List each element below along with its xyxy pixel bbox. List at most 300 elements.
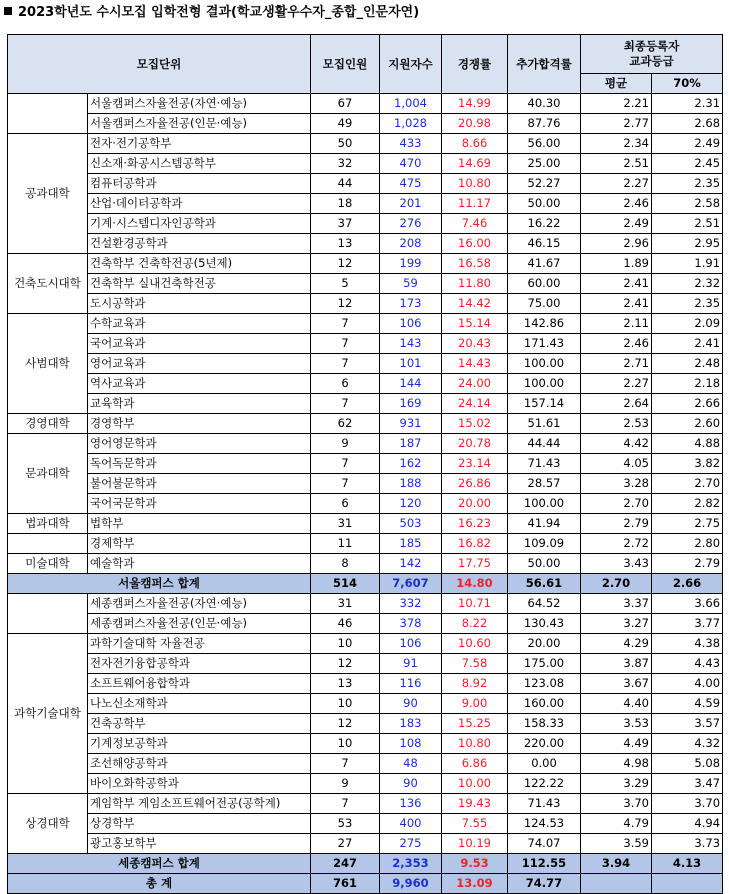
grade-avg-cell: 2.71 — [581, 354, 652, 374]
quota-cell: 7 — [311, 454, 380, 474]
additional-cell: 160.00 — [508, 694, 581, 714]
applicants-cell: 173 — [380, 294, 442, 314]
applicants-cell: 48 — [380, 754, 442, 774]
total-additional: 112.55 — [508, 854, 581, 874]
applicants-cell: 108 — [380, 734, 442, 754]
grade-70-cell: 2.18 — [652, 374, 723, 394]
total-applicants: 7,607 — [380, 574, 442, 594]
ratio-cell: 14.69 — [442, 154, 508, 174]
grade-70-cell: 4.88 — [652, 434, 723, 454]
ratio-cell: 15.02 — [442, 414, 508, 434]
grade-avg-cell: 2.79 — [581, 514, 652, 534]
grade-70-cell: 2.32 — [652, 274, 723, 294]
quota-cell: 7 — [311, 314, 380, 334]
grade-avg-cell: 2.77 — [581, 114, 652, 134]
college-cell: 상경대학 — [8, 794, 88, 854]
ratio-cell: 23.14 — [442, 454, 508, 474]
total-grade-70: 2.66 — [652, 574, 723, 594]
ratio-cell: 9.00 — [442, 694, 508, 714]
grade-70-cell: 2.75 — [652, 514, 723, 534]
grade-70-cell: 2.66 — [652, 394, 723, 414]
major-cell: 교육학과 — [88, 394, 311, 414]
grade-avg-cell: 2.27 — [581, 374, 652, 394]
grade-70-cell: 3.73 — [652, 834, 723, 854]
major-cell: 건축학부 실내건축학전공 — [88, 274, 311, 294]
grade-avg-cell: 2.46 — [581, 194, 652, 214]
major-cell: 수학교육과 — [88, 314, 311, 334]
grade-avg-cell: 2.96 — [581, 234, 652, 254]
applicants-cell: 91 — [380, 654, 442, 674]
header-grade-70: 70% — [652, 74, 723, 94]
quota-cell: 7 — [311, 334, 380, 354]
ratio-cell: 15.14 — [442, 314, 508, 334]
additional-cell: 130.43 — [508, 614, 581, 634]
header-additional: 추가합격률 — [508, 35, 581, 94]
header-quota: 모집인원 — [311, 35, 380, 94]
major-cell: 컴퓨터공학과 — [88, 174, 311, 194]
major-cell: 게임학부 게임소프트웨어전공(공학계) — [88, 794, 311, 814]
grade-avg-cell: 3.67 — [581, 674, 652, 694]
header-applicants: 지원자수 — [380, 35, 442, 94]
quota-cell: 67 — [311, 94, 380, 114]
table-row — [8, 114, 723, 134]
quota-cell: 27 — [311, 834, 380, 854]
college-cell: 사범대학 — [8, 314, 88, 414]
table-row — [8, 634, 723, 654]
major-cell: 나노신소재학과 — [88, 694, 311, 714]
ratio-cell: 7.55 — [442, 814, 508, 834]
ratio-cell: 15.25 — [442, 714, 508, 734]
grade-70-cell: 2.60 — [652, 414, 723, 434]
additional-cell: 46.15 — [508, 234, 581, 254]
table-row — [8, 654, 723, 674]
quota-cell: 18 — [311, 194, 380, 214]
applicants-cell: 143 — [380, 334, 442, 354]
major-cell: 신소재·화공시스템공학부 — [88, 154, 311, 174]
applicants-cell: 120 — [380, 494, 442, 514]
quota-cell: 31 — [311, 594, 380, 614]
table-row — [8, 694, 723, 714]
additional-cell: 124.53 — [508, 814, 581, 834]
grade-avg-cell: 1.89 — [581, 254, 652, 274]
major-cell: 경영학부 — [88, 414, 311, 434]
table-row — [8, 354, 723, 374]
total-quota: 761 — [311, 874, 380, 894]
table-row — [8, 214, 723, 234]
grade-avg-cell: 4.05 — [581, 454, 652, 474]
total-grade-70: 4.13 — [652, 854, 723, 874]
table-row — [8, 334, 723, 354]
grade-avg-cell: 4.79 — [581, 814, 652, 834]
quota-cell: 10 — [311, 734, 380, 754]
ratio-cell: 7.46 — [442, 214, 508, 234]
additional-cell: 56.00 — [508, 134, 581, 154]
ratio-cell: 6.86 — [442, 754, 508, 774]
grade-70-cell: 2.58 — [652, 194, 723, 214]
quota-cell: 5 — [311, 274, 380, 294]
table-row — [8, 134, 723, 154]
total-quota: 247 — [311, 854, 380, 874]
ratio-cell: 17.75 — [442, 554, 508, 574]
table-row — [8, 714, 723, 734]
additional-cell: 60.00 — [508, 274, 581, 294]
major-cell: 법학부 — [88, 514, 311, 534]
header-ratio: 경쟁률 — [442, 35, 508, 94]
grade-70-cell: 1.91 — [652, 254, 723, 274]
table-row — [8, 254, 723, 274]
additional-cell: 20.00 — [508, 634, 581, 654]
table-row — [8, 294, 723, 314]
major-cell: 소프트웨어융합학과 — [88, 674, 311, 694]
major-cell: 전자·전기공학부 — [88, 134, 311, 154]
table-row — [8, 834, 723, 854]
major-cell: 광고홍보학부 — [88, 834, 311, 854]
table-row — [8, 474, 723, 494]
grade-avg-cell: 2.64 — [581, 394, 652, 414]
table-row — [8, 734, 723, 754]
grade-avg-cell: 2.49 — [581, 214, 652, 234]
table-row — [8, 174, 723, 194]
page-title — [4, 2, 419, 24]
grade-avg-cell: 2.11 — [581, 314, 652, 334]
applicants-cell: 1,028 — [380, 114, 442, 134]
major-cell: 바이오화학공학과 — [88, 774, 311, 794]
ratio-cell: 10.00 — [442, 774, 508, 794]
major-cell: 국어교육과 — [88, 334, 311, 354]
quota-cell: 31 — [311, 514, 380, 534]
grade-70-cell: 3.66 — [652, 594, 723, 614]
table-row — [8, 774, 723, 794]
grade-avg-cell: 2.46 — [581, 334, 652, 354]
applicants-cell: 106 — [380, 314, 442, 334]
quota-cell: 62 — [311, 414, 380, 434]
grade-avg-cell: 3.87 — [581, 654, 652, 674]
additional-cell: 41.67 — [508, 254, 581, 274]
additional-cell: 44.44 — [508, 434, 581, 454]
quota-cell: 10 — [311, 694, 380, 714]
table-row — [8, 234, 723, 254]
quota-cell: 9 — [311, 434, 380, 454]
grade-avg-cell: 4.42 — [581, 434, 652, 454]
college-cell: 공과대학 — [8, 134, 88, 254]
total-additional: 74.77 — [508, 874, 581, 894]
college-cell — [8, 594, 88, 634]
quota-cell: 7 — [311, 754, 380, 774]
grade-avg-cell: 2.41 — [581, 274, 652, 294]
applicants-cell: 136 — [380, 794, 442, 814]
applicants-cell: 208 — [380, 234, 442, 254]
grade-avg-cell: 4.49 — [581, 734, 652, 754]
grade-70-cell: 2.48 — [652, 354, 723, 374]
ratio-cell: 19.43 — [442, 794, 508, 814]
ratio-cell: 26.86 — [442, 474, 508, 494]
applicants-cell: 201 — [380, 194, 442, 214]
grade-avg-cell: 3.70 — [581, 794, 652, 814]
quota-cell: 6 — [311, 374, 380, 394]
bullet-square-icon — [4, 7, 12, 15]
total-label: 총 계 — [8, 874, 311, 894]
applicants-cell: 503 — [380, 514, 442, 534]
quota-cell: 8 — [311, 554, 380, 574]
applicants-cell: 101 — [380, 354, 442, 374]
table-row — [8, 814, 723, 834]
additional-cell: 16.22 — [508, 214, 581, 234]
college-cell: 건축도시대학 — [8, 254, 88, 314]
grade-70-cell: 2.35 — [652, 174, 723, 194]
major-cell: 도시공학과 — [88, 294, 311, 314]
table-row — [8, 94, 723, 114]
additional-cell: 51.61 — [508, 414, 581, 434]
grade-avg-cell: 2.41 — [581, 294, 652, 314]
applicants-cell: 276 — [380, 214, 442, 234]
major-cell: 예술학과 — [88, 554, 311, 574]
additional-cell: 100.00 — [508, 374, 581, 394]
quota-cell: 9 — [311, 774, 380, 794]
major-cell: 조선해양공학과 — [88, 754, 311, 774]
additional-cell: 50.00 — [508, 194, 581, 214]
results-table — [7, 34, 723, 894]
major-cell: 세종캠퍼스자율전공(자연·예능) — [88, 594, 311, 614]
grade-70-cell: 2.79 — [652, 554, 723, 574]
ratio-cell: 24.00 — [442, 374, 508, 394]
total-applicants: 9,960 — [380, 874, 442, 894]
additional-cell: 157.14 — [508, 394, 581, 414]
quota-cell: 53 — [311, 814, 380, 834]
additional-cell: 71.43 — [508, 794, 581, 814]
quota-cell: 12 — [311, 254, 380, 274]
applicants-cell: 90 — [380, 694, 442, 714]
header-grade-avg: 평균 — [581, 74, 652, 94]
applicants-cell: 59 — [380, 274, 442, 294]
grade-70-cell: 2.95 — [652, 234, 723, 254]
table-row — [8, 614, 723, 634]
grade-avg-cell: 4.98 — [581, 754, 652, 774]
quota-cell: 11 — [311, 534, 380, 554]
quota-cell: 44 — [311, 174, 380, 194]
additional-cell: 175.00 — [508, 654, 581, 674]
table-row — [8, 494, 723, 514]
quota-cell: 12 — [311, 654, 380, 674]
grade-avg-cell: 4.40 — [581, 694, 652, 714]
title-text: 2023학년도 수시모집 입학전형 결과(학교생활우수자_종합_인문자연) — [18, 5, 420, 20]
table-row — [8, 454, 723, 474]
total-label: 세종캠퍼스 합계 — [8, 854, 311, 874]
college-cell: 경영대학 — [8, 414, 88, 434]
ratio-cell: 14.43 — [442, 354, 508, 374]
major-cell: 건축학부 건축학전공(5년제) — [88, 254, 311, 274]
grade-70-cell: 4.59 — [652, 694, 723, 714]
applicants-cell: 106 — [380, 634, 442, 654]
college-cell: 문과대학 — [8, 434, 88, 514]
major-cell: 기계·시스템디자인공학과 — [88, 214, 311, 234]
grade-avg-cell: 4.29 — [581, 634, 652, 654]
additional-cell: 220.00 — [508, 734, 581, 754]
quota-cell: 7 — [311, 394, 380, 414]
grade-70-cell: 3.47 — [652, 774, 723, 794]
ratio-cell: 11.17 — [442, 194, 508, 214]
ratio-cell: 10.80 — [442, 734, 508, 754]
total-grade-avg: 2.70 — [581, 574, 652, 594]
major-cell: 세종캠퍼스자율전공(인문·예능) — [88, 614, 311, 634]
ratio-cell: 14.42 — [442, 294, 508, 314]
ratio-cell: 8.92 — [442, 674, 508, 694]
applicants-cell: 332 — [380, 594, 442, 614]
grade-avg-cell: 2.27 — [581, 174, 652, 194]
quota-cell: 10 — [311, 634, 380, 654]
quota-cell: 13 — [311, 674, 380, 694]
applicants-cell: 169 — [380, 394, 442, 414]
grade-70-cell: 4.94 — [652, 814, 723, 834]
grade-70-cell: 2.35 — [652, 294, 723, 314]
header-unit: 모집단위 — [8, 35, 311, 94]
additional-cell: 0.00 — [508, 754, 581, 774]
grade-70-cell: 3.70 — [652, 794, 723, 814]
grade-70-cell: 2.41 — [652, 334, 723, 354]
header-grade-group: 최종등록자 교과등급 — [581, 35, 723, 74]
additional-cell: 50.00 — [508, 554, 581, 574]
major-cell: 상경학부 — [88, 814, 311, 834]
grade-70-cell: 2.49 — [652, 134, 723, 154]
total-applicants: 2,353 — [380, 854, 442, 874]
major-cell: 서울캠퍼스자율전공(인문·예능) — [88, 114, 311, 134]
additional-cell: 74.07 — [508, 834, 581, 854]
quota-cell: 7 — [311, 794, 380, 814]
table-row — [8, 414, 723, 434]
additional-cell: 100.00 — [508, 494, 581, 514]
grade-70-cell: 3.57 — [652, 714, 723, 734]
applicants-cell: 185 — [380, 534, 442, 554]
grade-avg-cell: 3.28 — [581, 474, 652, 494]
ratio-cell: 24.14 — [442, 394, 508, 414]
table-row — [8, 374, 723, 394]
table-row — [8, 754, 723, 774]
table-row — [8, 194, 723, 214]
grade-avg-cell: 2.51 — [581, 154, 652, 174]
total-label: 서울캠퍼스 합계 — [8, 574, 311, 594]
grade-70-cell: 2.80 — [652, 534, 723, 554]
ratio-cell: 16.58 — [442, 254, 508, 274]
additional-cell: 71.43 — [508, 454, 581, 474]
additional-cell: 171.43 — [508, 334, 581, 354]
grade-70-cell: 3.82 — [652, 454, 723, 474]
major-cell: 독어독문학과 — [88, 454, 311, 474]
additional-cell: 123.08 — [508, 674, 581, 694]
quota-cell: 13 — [311, 234, 380, 254]
additional-cell: 100.00 — [508, 354, 581, 374]
additional-cell: 64.52 — [508, 594, 581, 614]
table-row — [8, 794, 723, 814]
grade-70-cell: 2.51 — [652, 214, 723, 234]
additional-cell: 75.00 — [508, 294, 581, 314]
table-row — [8, 274, 723, 294]
total-ratio: 14.80 — [442, 574, 508, 594]
applicants-cell: 90 — [380, 774, 442, 794]
applicants-cell: 1,004 — [380, 94, 442, 114]
grade-avg-cell: 3.43 — [581, 554, 652, 574]
additional-cell: 87.76 — [508, 114, 581, 134]
applicants-cell: 378 — [380, 614, 442, 634]
major-cell: 영어영문학과 — [88, 434, 311, 454]
applicants-cell: 475 — [380, 174, 442, 194]
quota-cell: 12 — [311, 714, 380, 734]
grade-avg-cell: 3.37 — [581, 594, 652, 614]
table-row — [8, 434, 723, 454]
grade-70-cell: 2.68 — [652, 114, 723, 134]
applicants-cell: 433 — [380, 134, 442, 154]
major-cell: 영어교육과 — [88, 354, 311, 374]
major-cell: 경제학부 — [88, 534, 311, 554]
ratio-cell: 10.60 — [442, 634, 508, 654]
applicants-cell: 400 — [380, 814, 442, 834]
total-ratio: 13.09 — [442, 874, 508, 894]
grade-avg-cell: 3.53 — [581, 714, 652, 734]
major-cell: 서울캠퍼스자율전공(자연·예능) — [88, 94, 311, 114]
table-row — [8, 674, 723, 694]
grand-total-row — [8, 874, 723, 894]
quota-cell: 49 — [311, 114, 380, 134]
grade-avg-cell: 3.59 — [581, 834, 652, 854]
applicants-cell: 470 — [380, 154, 442, 174]
grade-70-cell: 4.32 — [652, 734, 723, 754]
quota-cell: 6 — [311, 494, 380, 514]
table-row — [8, 534, 723, 554]
table-row — [8, 314, 723, 334]
ratio-cell: 16.23 — [442, 514, 508, 534]
applicants-cell: 275 — [380, 834, 442, 854]
ratio-cell: 10.80 — [442, 174, 508, 194]
grade-avg-cell: 2.70 — [581, 494, 652, 514]
grade-70-cell: 4.38 — [652, 634, 723, 654]
ratio-cell: 20.98 — [442, 114, 508, 134]
additional-cell: 25.00 — [508, 154, 581, 174]
major-cell: 산업·데이터공학과 — [88, 194, 311, 214]
grade-avg-cell: 2.34 — [581, 134, 652, 154]
applicants-cell: 188 — [380, 474, 442, 494]
table-row — [8, 594, 723, 614]
major-cell: 전자전기융합공학과 — [88, 654, 311, 674]
grade-avg-cell: 3.29 — [581, 774, 652, 794]
applicants-cell: 116 — [380, 674, 442, 694]
major-cell: 역사교육과 — [88, 374, 311, 394]
additional-cell: 41.94 — [508, 514, 581, 534]
total-ratio: 9.53 — [442, 854, 508, 874]
major-cell: 기계정보공학과 — [88, 734, 311, 754]
ratio-cell: 11.80 — [442, 274, 508, 294]
major-cell: 과학기술대학 자율전공 — [88, 634, 311, 654]
applicants-cell: 144 — [380, 374, 442, 394]
ratio-cell: 16.00 — [442, 234, 508, 254]
applicants-cell: 931 — [380, 414, 442, 434]
college-cell: 법과대학 — [8, 514, 88, 534]
quota-cell: 50 — [311, 134, 380, 154]
table-row — [8, 514, 723, 534]
college-cell: 과학기술대학 — [8, 634, 88, 794]
total-grade-avg — [581, 874, 652, 894]
ratio-cell: 7.58 — [442, 654, 508, 674]
ratio-cell: 16.82 — [442, 534, 508, 554]
quota-cell: 37 — [311, 214, 380, 234]
grade-70-cell: 2.45 — [652, 154, 723, 174]
ratio-cell: 10.19 — [442, 834, 508, 854]
ratio-cell: 14.99 — [442, 94, 508, 114]
table-body — [8, 94, 723, 894]
quota-cell: 7 — [311, 354, 380, 374]
sejong-total-row — [8, 854, 723, 874]
table-row — [8, 394, 723, 414]
grade-avg-cell: 3.27 — [581, 614, 652, 634]
grade-70-cell: 2.09 — [652, 314, 723, 334]
additional-cell: 109.09 — [508, 534, 581, 554]
